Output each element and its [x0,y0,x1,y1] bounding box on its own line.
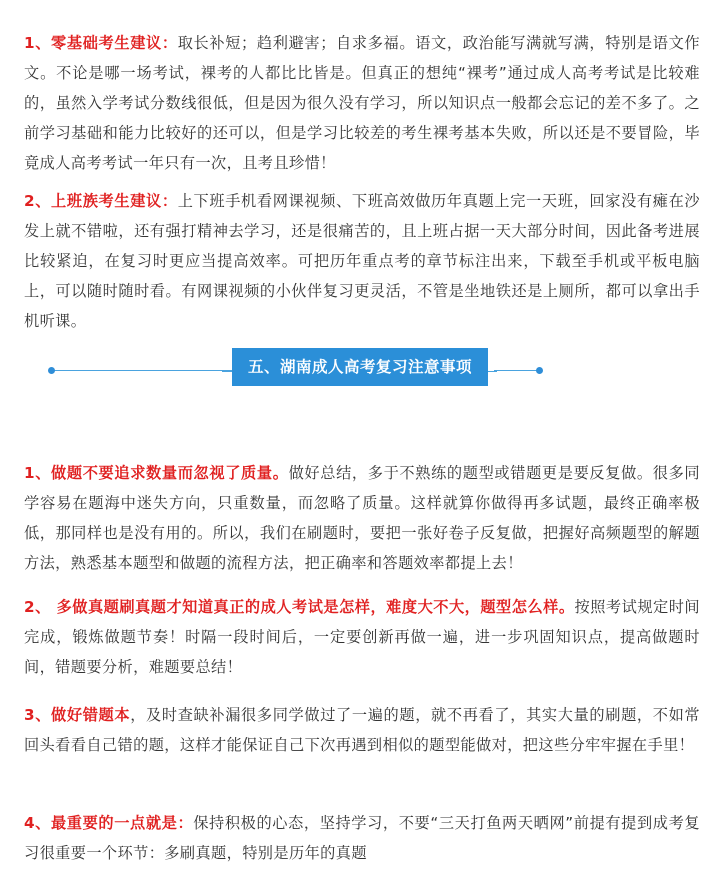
divider-line-left [52,370,236,371]
tip-body: 取长补短；趋利避害；自求多福。语文，政治能写满就写满，特别是语文作文。不论是哪一场考试，裸考的人都比比皆是。但真正的想纯“裸考”通过成人高考考试是比较难的，虽然入学考试分数线很低，但是因为很久没有学习，所以知识点一般都会忘记的差不多了。之前学习基础和能力比较好的还可以，但是学习比较差的考生裸考基本失败，所以还是不要冒险，毕竟成人高考考试一年只有一次，且考且珍惜！ [24,34,700,172]
tip-zero-basis [24,28,700,178]
tip-lead: 3、做好错题本 [24,706,131,724]
tip-lead: 1、零基础考生建议： [24,34,178,52]
divider-dot-right [536,367,543,374]
tip-body: 上下班手机看网课视频、下班高效做历年真题上完一天班，回家没有瘫在沙发上就不错啦，还有强打精神去学习，还是很痛苦的，且上班占据一天大部分时间，因此备考进展比较紧迫，在复习时更应当提高效率。可把历年重点考的章节标注出来，下载至手机或平板电脑上，可以随时随时看。有网课视频的小伙伴复习更灵活，不管是坐地铁还是上厕所，都可以拿出手机听课。 [24,192,700,330]
tip-mindset [24,808,700,868]
tip-body: 做好总结，多于不熟练的题型或错题更是要反复做。很多同学容易在题海中迷失方向，只重数量，而忽略了质量。这样就算你做得再多试题，最终正确率极低，那同样也是没有用的。所以，我们在刷题时，要把一张好卷子反复做，把握好高频题型的解题方法，熟悉基本题型和做题的流程方法，把正确率和答题效率都提上去！ [24,464,700,572]
tip-quality [24,458,700,578]
tip-office-worker [24,186,700,336]
tip-body: ，及时查缺补漏很多同学做过了一遍的题，就不再看了，其实大量的刷题，不如常回头看看自己错的题，这样才能保证自己下次再遇到相似的题型能做对，把这些分牢牢握在手里！ [24,706,700,754]
tip-body: 按照考试规定时间完成，锻炼做题节奏！时隔一段时间后，一定要创新再做一遍，进一步巩固知识点，提高做题时间，错题要分析，难题要总结！ [24,598,700,676]
tip-error-notebook [24,700,700,760]
tip-body: 保持积极的心态，坚持学习，不要“三天打鱼两天晒网”前提有提到成考复习很重要一个环节：多刷真题，特别是历年的真题 [24,814,700,862]
divider-dot-left [48,367,55,374]
divider-line-right [494,370,538,371]
section-heading-divider [48,348,544,386]
tip-lead: 1、做题不要追求数量而忽视了质量。 [24,464,289,482]
tip-real-exams [24,592,700,682]
tip-lead: 2、上班族考生建议： [24,192,178,210]
tip-lead: 2、 多做真题刷真题才知道真正的成人考试是怎样，难度大不大，题型怎么样。 [24,598,575,616]
section-heading: 五、湖南成人高考复习注意事项 [232,348,488,386]
tip-lead: 4、最重要的一点就是： [24,814,194,832]
